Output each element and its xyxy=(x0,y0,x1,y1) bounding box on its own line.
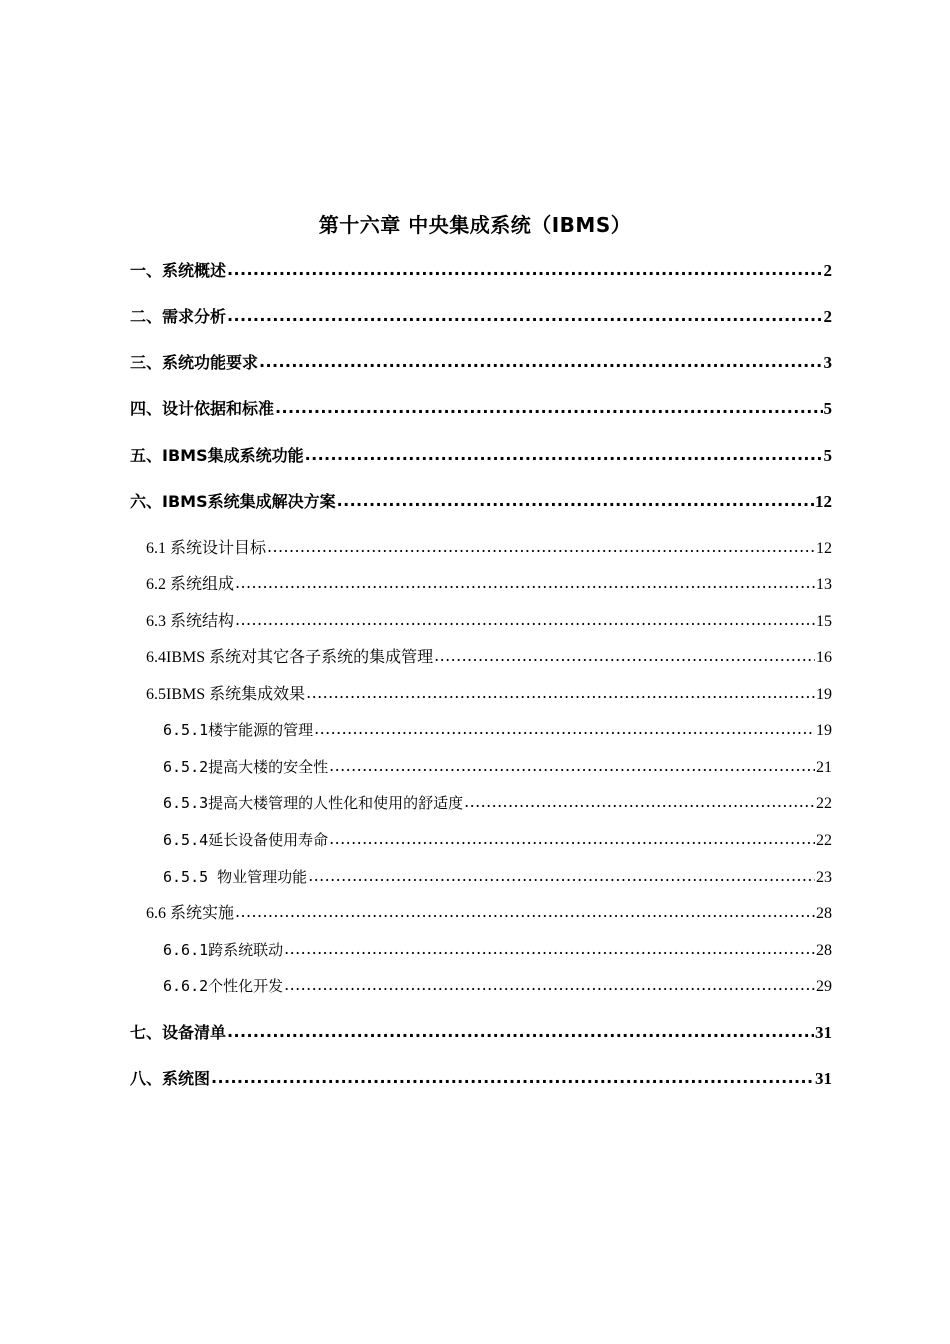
toc-page-number: 16 xyxy=(816,649,832,666)
toc-leader-dots xyxy=(259,349,822,375)
toc-leader-dots xyxy=(227,1019,814,1045)
toc-page-number: 19 xyxy=(816,686,832,703)
toc-entry-3[interactable] xyxy=(130,350,832,376)
toc-entry-6-5-2[interactable] xyxy=(163,754,832,780)
toc-entry-7[interactable] xyxy=(130,1020,832,1046)
toc-entry-label: 五、IBMS集成系统功能 xyxy=(130,446,304,465)
toc-leader-dots xyxy=(305,442,823,468)
toc-entry-6-6-1[interactable] xyxy=(163,937,832,963)
toc-entry-6[interactable] xyxy=(130,489,832,515)
toc-entry-label: 6.5.3提高大楼管理的人性化和使用的舒适度 xyxy=(163,794,464,812)
toc-entry-label: 一、系统概述 xyxy=(130,261,227,280)
toc-entry-label: 6.1 系统设计目标 xyxy=(146,540,267,557)
toc-page-number: 21 xyxy=(816,759,832,776)
toc-page-number: 19 xyxy=(816,722,832,739)
toc-leader-dots xyxy=(284,972,815,998)
toc-entry-6-4[interactable] xyxy=(146,644,832,670)
toc-entry-label: 八、系统图 xyxy=(130,1069,211,1088)
toc-leader-dots xyxy=(227,257,822,283)
toc-page-number: 13 xyxy=(816,576,832,593)
toc-leader-dots xyxy=(306,680,815,706)
toc-leader-dots xyxy=(227,303,822,329)
toc-page-number: 3 xyxy=(823,353,832,372)
toc-entry-6-1[interactable] xyxy=(146,535,832,561)
toc-page-number: 29 xyxy=(816,978,832,995)
toc-entry-label: 6.5.2提高大楼的安全性 xyxy=(163,758,329,776)
toc-leader-dots xyxy=(329,826,815,852)
toc-entry-label: 七、设备清单 xyxy=(130,1023,227,1042)
toc-entry-8[interactable] xyxy=(130,1066,832,1092)
toc-page-number: 2 xyxy=(823,261,832,280)
toc-page-number: 31 xyxy=(815,1069,832,1088)
toc-entry-label: 6.6.2个性化开发 xyxy=(163,977,284,995)
toc-entry-label: 6.5.4延长设备使用寿命 xyxy=(163,831,329,849)
toc-entry-label: 三、系统功能要求 xyxy=(130,353,259,372)
toc-entry-4[interactable] xyxy=(130,396,832,422)
toc-entry-6-5-4[interactable] xyxy=(163,827,832,853)
toc-entry-label: 6.3 系统结构 xyxy=(146,613,235,630)
toc-leader-dots xyxy=(235,607,815,633)
toc-page-number: 5 xyxy=(823,446,832,465)
toc-leader-dots xyxy=(275,395,822,421)
toc-page-number: 22 xyxy=(816,795,832,812)
page-title: 第十六章 中央集成系统（IBMS） xyxy=(318,213,632,237)
toc-entry-label: 6.2 系统组成 xyxy=(146,576,235,593)
toc-leader-dots xyxy=(308,863,815,889)
toc-entry-6-5-3[interactable] xyxy=(163,790,832,816)
toc-entry-label: 6.4IBMS 系统对其它各子系统的集成管理 xyxy=(146,649,434,666)
toc-leader-dots xyxy=(464,789,815,815)
toc-page-number: 28 xyxy=(816,942,832,959)
toc-page-number: 31 xyxy=(815,1023,832,1042)
toc-entry-label: 6.5IBMS 系统集成效果 xyxy=(146,686,306,703)
toc-leader-dots xyxy=(235,570,815,596)
toc-page-number: 23 xyxy=(816,869,832,886)
toc-page-number: 5 xyxy=(823,399,832,418)
toc-entry-6-5[interactable] xyxy=(146,681,832,707)
toc-entry-2[interactable] xyxy=(130,304,832,330)
toc-entry-6-6[interactable] xyxy=(146,900,832,926)
toc-leader-dots xyxy=(267,534,815,560)
toc-entry-label: 6.5.5 物业管理功能 xyxy=(163,868,308,886)
toc-entry-6-2[interactable] xyxy=(146,571,832,597)
toc-leader-dots xyxy=(235,899,815,925)
toc-leader-dots xyxy=(329,753,815,779)
toc-page-number: 15 xyxy=(816,613,832,630)
toc-page-number: 12 xyxy=(816,540,832,557)
toc-entry-1[interactable] xyxy=(130,258,832,284)
toc-leader-dots xyxy=(314,716,815,742)
toc-page-number: 28 xyxy=(816,905,832,922)
toc-entry-label: 六、IBMS系统集成解决方案 xyxy=(130,492,336,511)
toc-page-number: 12 xyxy=(815,492,832,511)
toc-page-number: 22 xyxy=(816,832,832,849)
toc-leader-dots xyxy=(337,488,814,514)
toc-entry-6-5-5[interactable] xyxy=(163,864,832,890)
toc-entry-label: 6.5.1楼宇能源的管理 xyxy=(163,721,314,739)
toc-leader-dots xyxy=(434,643,815,669)
toc-entry-6-5-1[interactable] xyxy=(163,717,832,743)
toc-entry-5[interactable] xyxy=(130,443,832,469)
toc-entry-label: 6.6.1跨系统联动 xyxy=(163,941,284,959)
toc-leader-dots xyxy=(211,1065,814,1091)
toc-entry-6-6-2[interactable] xyxy=(163,973,832,999)
toc-entry-6-3[interactable] xyxy=(146,608,832,634)
toc-entry-label: 6.6 系统实施 xyxy=(146,905,235,922)
toc-entry-label: 二、需求分析 xyxy=(130,307,227,326)
toc-entry-label: 四、设计依据和标准 xyxy=(130,399,275,418)
toc-leader-dots xyxy=(284,936,815,962)
toc-page-number: 2 xyxy=(823,307,832,326)
